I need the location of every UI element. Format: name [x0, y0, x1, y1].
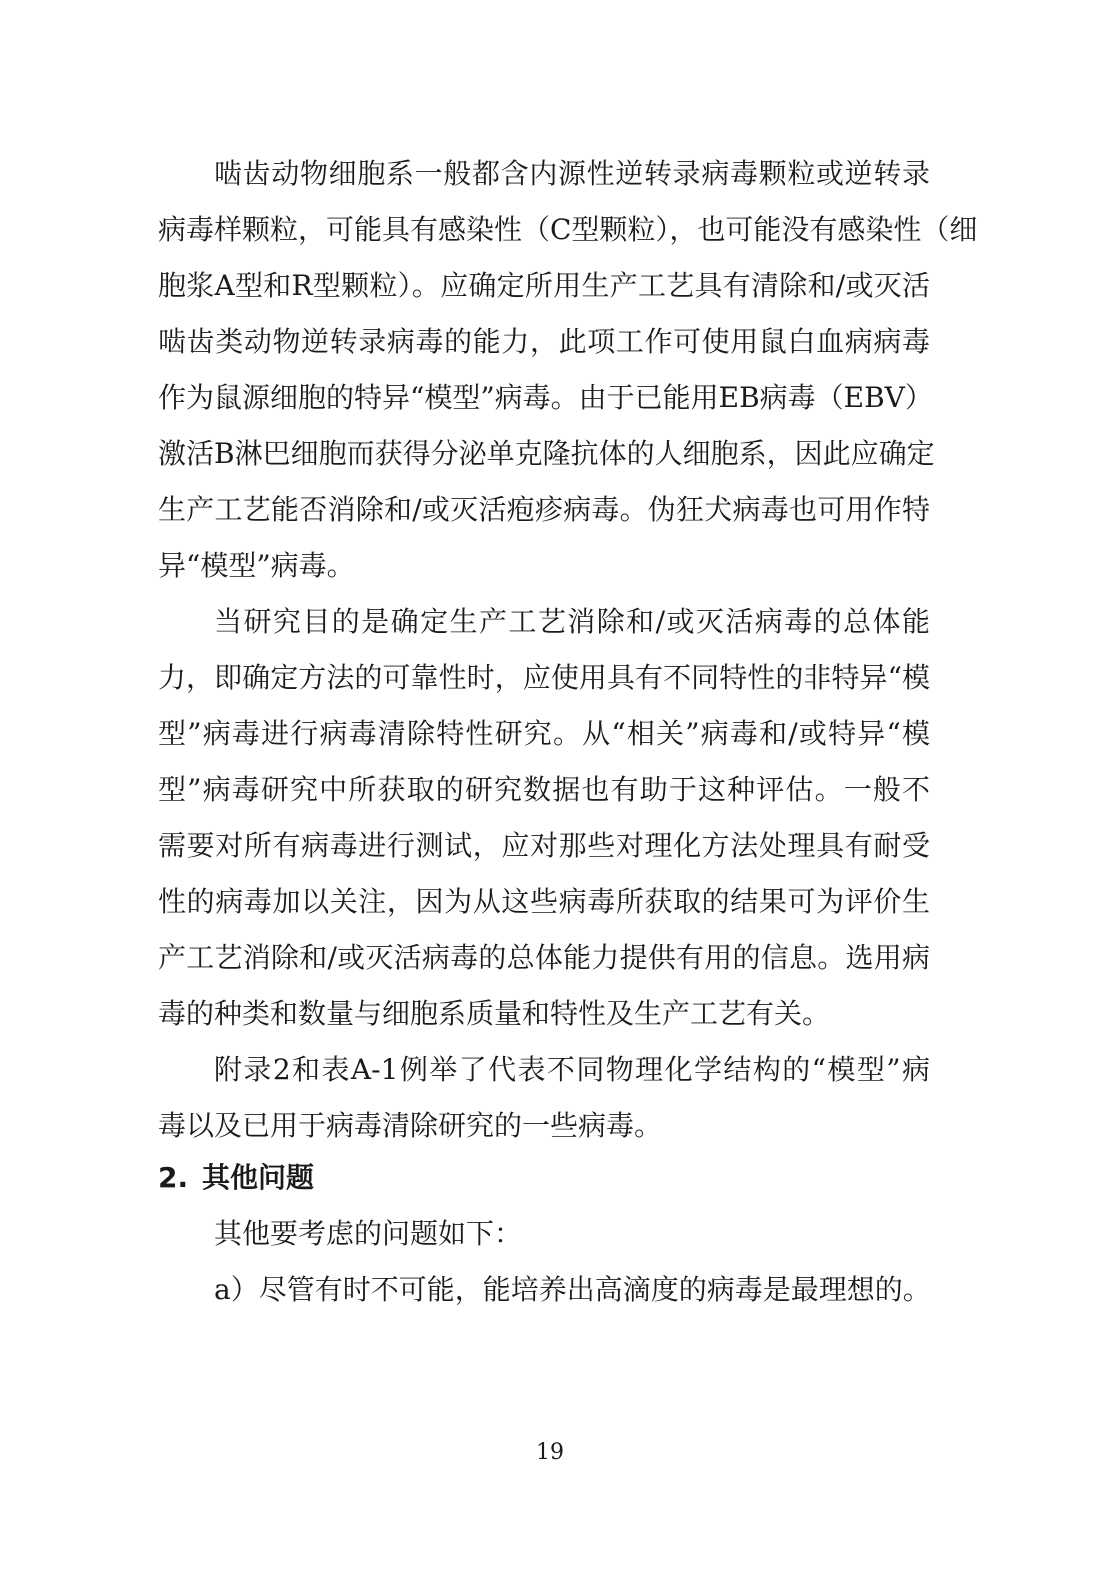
page-number: 19	[536, 1440, 564, 1465]
paragraph-line: 附录2和表A-1例举了代表不同物理化学结构的“模型”病	[214, 1053, 930, 1086]
paragraph-line: 毒的种类和数量与细胞系质量和特性及生产工艺有关。	[158, 997, 831, 1030]
section-title: 其他问题	[202, 1161, 315, 1194]
paragraph-line: 型”病毒进行病毒清除特性研究。从“相关”病毒和/或特异“模	[158, 717, 930, 750]
paragraph-line: 胞浆A型和R型颗粒）。应确定所用生产工艺具有清除和/或灭活	[158, 269, 930, 302]
paragraph-line: 啮齿类动物逆转录病毒的能力，此项工作可使用鼠白血病病毒	[158, 325, 930, 358]
section-heading	[158, 1150, 314, 1206]
paragraph-line: 毒以及已用于病毒清除研究的一些病毒。	[158, 1109, 663, 1142]
paragraph-line: 啮齿动物细胞系一般都含内源性逆转录病毒颗粒或逆转录	[214, 157, 930, 190]
paragraph-line: 激活B淋巴细胞而获得分泌单克隆抗体的人细胞系，因此应确定	[158, 437, 935, 470]
paragraph-line: 需要对所有病毒进行测试，应对那些对理化方法处理具有耐受	[158, 829, 930, 862]
list-item: a）尽管有时不可能，能培养出高滴度的病毒是最理想的。	[214, 1273, 931, 1306]
paragraph-line: 性的病毒加以关注，因为从这些病毒所获取的结果可为评价生	[158, 885, 930, 918]
paragraph-line: 异“模型”病毒。	[158, 549, 355, 582]
paragraph-line: 生产工艺能否消除和/或灭活疱疹病毒。伪狂犬病毒也可用作特	[158, 493, 930, 526]
section-intro: 其他要考虑的问题如下：	[214, 1217, 523, 1250]
paragraph-line: 型”病毒研究中所获取的研究数据也有助于这种评估。一般不	[158, 773, 930, 806]
section-number: 2.	[158, 1161, 189, 1194]
paragraph-line: 力，即确定方法的可靠性时，应使用具有不同特性的非特异“模	[158, 661, 930, 694]
paragraph-line: 病毒样颗粒，可能具有感染性（C型颗粒），也可能没有感染性（细	[158, 213, 978, 246]
paragraph-line: 产工艺消除和/或灭活病毒的总体能力提供有用的信息。选用病	[158, 941, 930, 974]
paragraph-line: 作为鼠源细胞的特异“模型”病毒。由于已能用EB病毒（EBV）	[158, 381, 933, 414]
paragraph-line: 当研究目的是确定生产工艺消除和/或灭活病毒的总体能	[214, 605, 930, 638]
